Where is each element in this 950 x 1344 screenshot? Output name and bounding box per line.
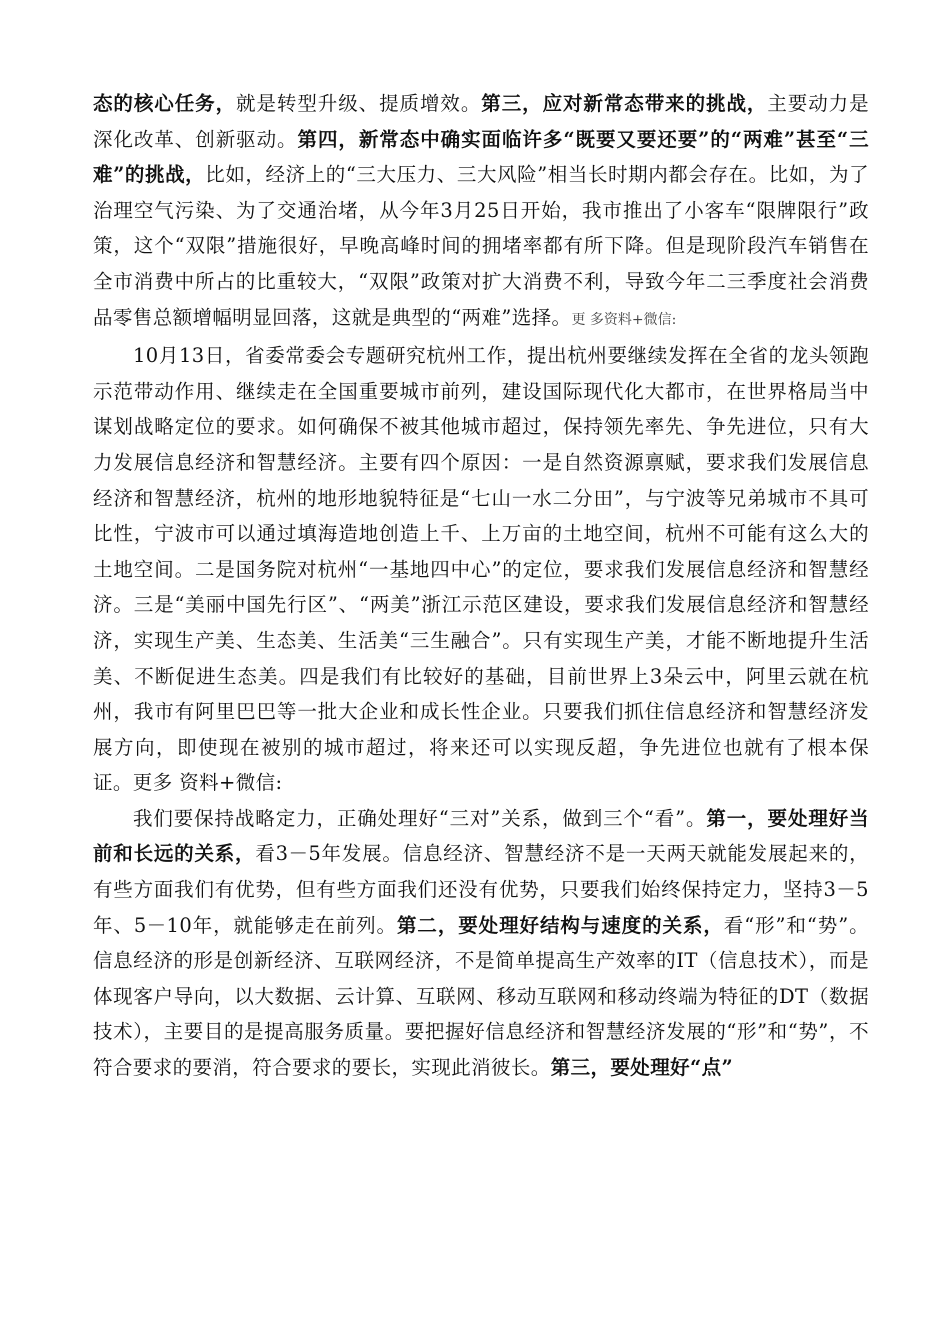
paragraph-strategic-focus: [93, 801, 869, 1086]
bold-phrase: 第三，应对新常态带来的挑战，: [481, 92, 768, 115]
body-text: 看“形”和“势”。信息经济的形是创新经济、互联网经济，不是简单提高生产效率的IT（信息技术），而是体现客户导向，以大数据、云计算、互联网、移动互联网和移动终端为特征的DT（数据技术），主要目的是提高服务质量。要把握好信息经济和智慧经济发展的“形”和“势”，不符合要求的要消，符合要求的要长，实现此消彼长。: [93, 913, 869, 1080]
paragraph-provincial-meeting: [93, 338, 869, 801]
body-text: 主要动力是深化改革、创新驱动。: [93, 92, 869, 151]
body-text: 我们要保持战略定力，正确处理好“三对”关系，做到三个“看”。: [133, 806, 707, 830]
document-page: [93, 86, 869, 1086]
bold-phrase: 态的核心任务，: [93, 92, 237, 115]
bold-phrase: 第四，新常态中确实面临许多“既要又要还要”的“两难”甚至“三难”的挑战，: [93, 127, 869, 187]
bold-phrase: 第二，要处理好结构与速度的关系，: [396, 913, 724, 937]
paragraph-new-normal-challenges: [93, 86, 869, 338]
bold-phrase: 第三，要处理好“点”: [550, 1056, 734, 1080]
bold-phrase: 第一，要处理好当前和长远的关系，: [93, 806, 869, 866]
body-text: 10月13日，省委常委会专题研究杭州工作，提出杭州要继续发挥在全省的龙头领跑示范带动作用、继续走在全国重要城市前列，建设国际现代化大都市，在世界格局当中谋划战略定位的要求。如何确保不被其他城市超过，保持领先率先、争先进位，只有大力发展信息经济和智慧经济。主要有四个原因：一是自然资源禀赋，要求我们发展信息经济和智慧经济，杭州的地形地貌特征是“七山一水二分田”，与宁波等兄弟城市不具可比性，宁波市可以通过填海造地创造上千、上万亩的土地空间，杭州不可能有这么大的土地空间。二是国务院对杭州“一基地四中心”的定位，要求我们发展信息经济和智慧经济。三是“美丽中国先行区”、“两美”浙江示范区建设，要求我们发展信息经济和智慧经济，实现生产美、生态美、生活美“三生融合”。只有实现生产美，才能不断地提升生活美、不断促进生态美。四是我们有比较好的基础，目前世界上3朵云中，阿里云就在杭州，我市有阿里巴巴等一批大企业和成长性企业。只要我们抓住信息经济和智慧经济发展方向，即使现在被别的城市超过，将来还可以实现反超，争先进位也就有了根本保证。更多 资料+微信:: [93, 344, 869, 795]
body-text: 就是转型升级、提质增效。: [236, 92, 482, 115]
watermark-note: 更 多资料+微信:: [571, 311, 677, 328]
body-text: 看3－5年发展。信息经济、智慧经济不是一天两天就能发展起来的，有些方面我们有优势，但有些方面我们还没有优势，只要我们始终保持定力，坚持3－5年、5－10年，就能够走在前列。: [93, 842, 870, 937]
body-text: 比如，经济上的“三大压力、三大风险”相当长时期内都会存在。比如，为了治理空气污染、为了交通治堵，从今年3月25日开始，我市推出了小客车“限牌限行”政策，这个“双限”措施很好，早晚高峰时间的拥堵率都有所下降。但是现阶段汽车销售在全市消费中所占的比重较大，“双限”政策对扩大消费不利，导致今年二三季度社会消费品零售总额增幅明显回落，这就是典型的“两难”选择。: [93, 163, 869, 329]
